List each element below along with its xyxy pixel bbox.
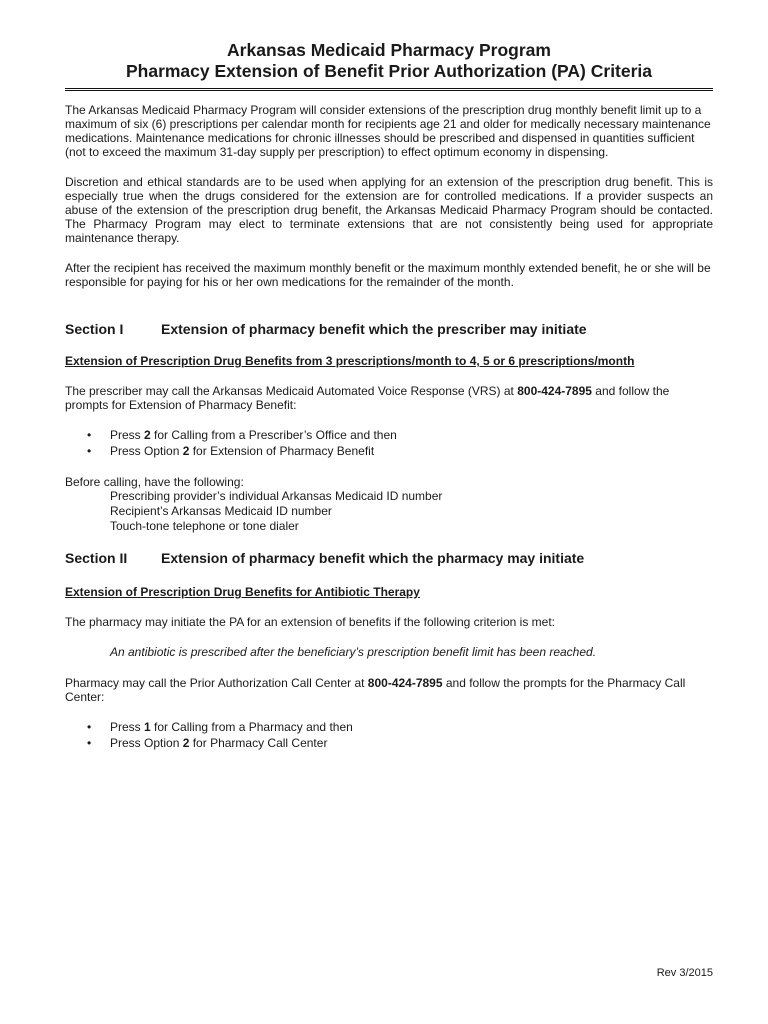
intro-paragraph-2: Discretion and ethical standards are to be used when applying for an extension of the prescription drug benefit. This is especially true when the drugs considered for the extension are for controlled medications. If a provider suspects an abuse of the extension of the prescription drug benefit, the Arkansas Medicaid Pharmacy Program should be contacted. The Pharmacy Program may elect to terminate extensions that are not consistently being used for appropriate maintenance therapy. xyxy=(65,175,713,245)
section-2-call-text: Pharmacy may call the Prior Authorization Call Center at xyxy=(65,676,368,690)
list-item: • Press 2 for Calling from a Prescriber’s Office and then xyxy=(87,428,397,442)
section-1-phone-number: 800-424-7895 xyxy=(517,384,592,398)
criterion-text: An antibiotic is prescribed after the beneficiary’s prescription benefit limit has been reached. xyxy=(110,645,597,659)
document-title-line2: Pharmacy Extension of Benefit Prior Authorization (PA) Criteria xyxy=(125,61,653,81)
section-2-number: Section II xyxy=(65,550,128,566)
section-1-call-text-end: and follow the prompts for Extension of Pharmacy Benefit: xyxy=(65,384,670,412)
criterion-intro: The pharmacy may initiate the PA for an extension of benefits if the following criterion is met: xyxy=(65,615,556,629)
document-page xyxy=(65,40,713,751)
section-1-subheading: Extension of Prescription Drug Benefits from 3 prescriptions/month to 4, 5 or 6 prescriptions/month xyxy=(65,354,635,368)
required-item-1: Prescribing provider’s individual Arkansas Medicaid ID number xyxy=(110,489,443,503)
section-2-bullet-list xyxy=(65,720,713,751)
section-2-title: Extension of pharmacy benefit which the pharmacy may initiate xyxy=(161,550,585,566)
section-1-number: Section I xyxy=(65,321,124,337)
bullet-icon: • xyxy=(87,735,92,750)
section-1-bullet-list xyxy=(65,428,713,459)
document-title-line1: Arkansas Medicaid Pharmacy Program xyxy=(227,40,551,60)
revision-label: Rev 3/2015 xyxy=(656,967,713,979)
section-1-call-instructions xyxy=(65,384,713,412)
list-item: • Press 1 for Calling from a Pharmacy and then xyxy=(87,720,353,734)
section-1-heading xyxy=(65,321,713,338)
intro-paragraph-1: The Arkansas Medicaid Pharmacy Program will consider extensions of the prescription drug monthly benefit limit up to a maximum of six (6) prescriptions per calendar month for recipients age 21 and older for medically necessary maintenance medications. Maintenance medications for chronic illnesses should be prescribed and dispensed in quantities sufficient (not to exceed the maximum 31-day supply per prescription) to effect optimum economy in dispensing. xyxy=(65,103,711,159)
section-2-call-text-end: and follow the prompts for the Pharmacy Call Center: xyxy=(65,676,686,704)
section-2-phone-number: 800-424-7895 xyxy=(367,676,443,690)
list-item: • Press Option 2 for Pharmacy Call Center xyxy=(87,735,328,750)
intro-paragraph-3: After the recipient has received the maximum monthly benefit or the maximum monthly extended benefit, he or she will be responsible for paying for his or her own medications for the remainder of the month. xyxy=(65,261,711,289)
section-2-call-instructions xyxy=(65,676,713,704)
required-item-2: Recipient’s Arkansas Medicaid ID number xyxy=(110,504,332,518)
before-calling-label: Before calling, have the following: xyxy=(65,475,244,489)
section-2-subheading: Extension of Prescription Drug Benefits for Antibiotic Therapy xyxy=(65,585,420,599)
section-1-title: Extension of pharmacy benefit which the prescriber may initiate xyxy=(161,321,587,337)
bullet-icon: • xyxy=(87,443,92,458)
section-1-call-text: The prescriber may call the Arkansas Medicaid Automated Voice Response (VRS) at xyxy=(65,384,518,398)
required-item-3: Touch-tone telephone or tone dialer xyxy=(110,519,299,533)
list-item: • Press Option 2 for Extension of Pharmacy Benefit xyxy=(87,443,375,458)
bullet-icon: • xyxy=(87,428,92,442)
title-divider xyxy=(65,88,713,91)
bullet-icon: • xyxy=(87,720,92,734)
section-2-heading xyxy=(65,550,713,567)
